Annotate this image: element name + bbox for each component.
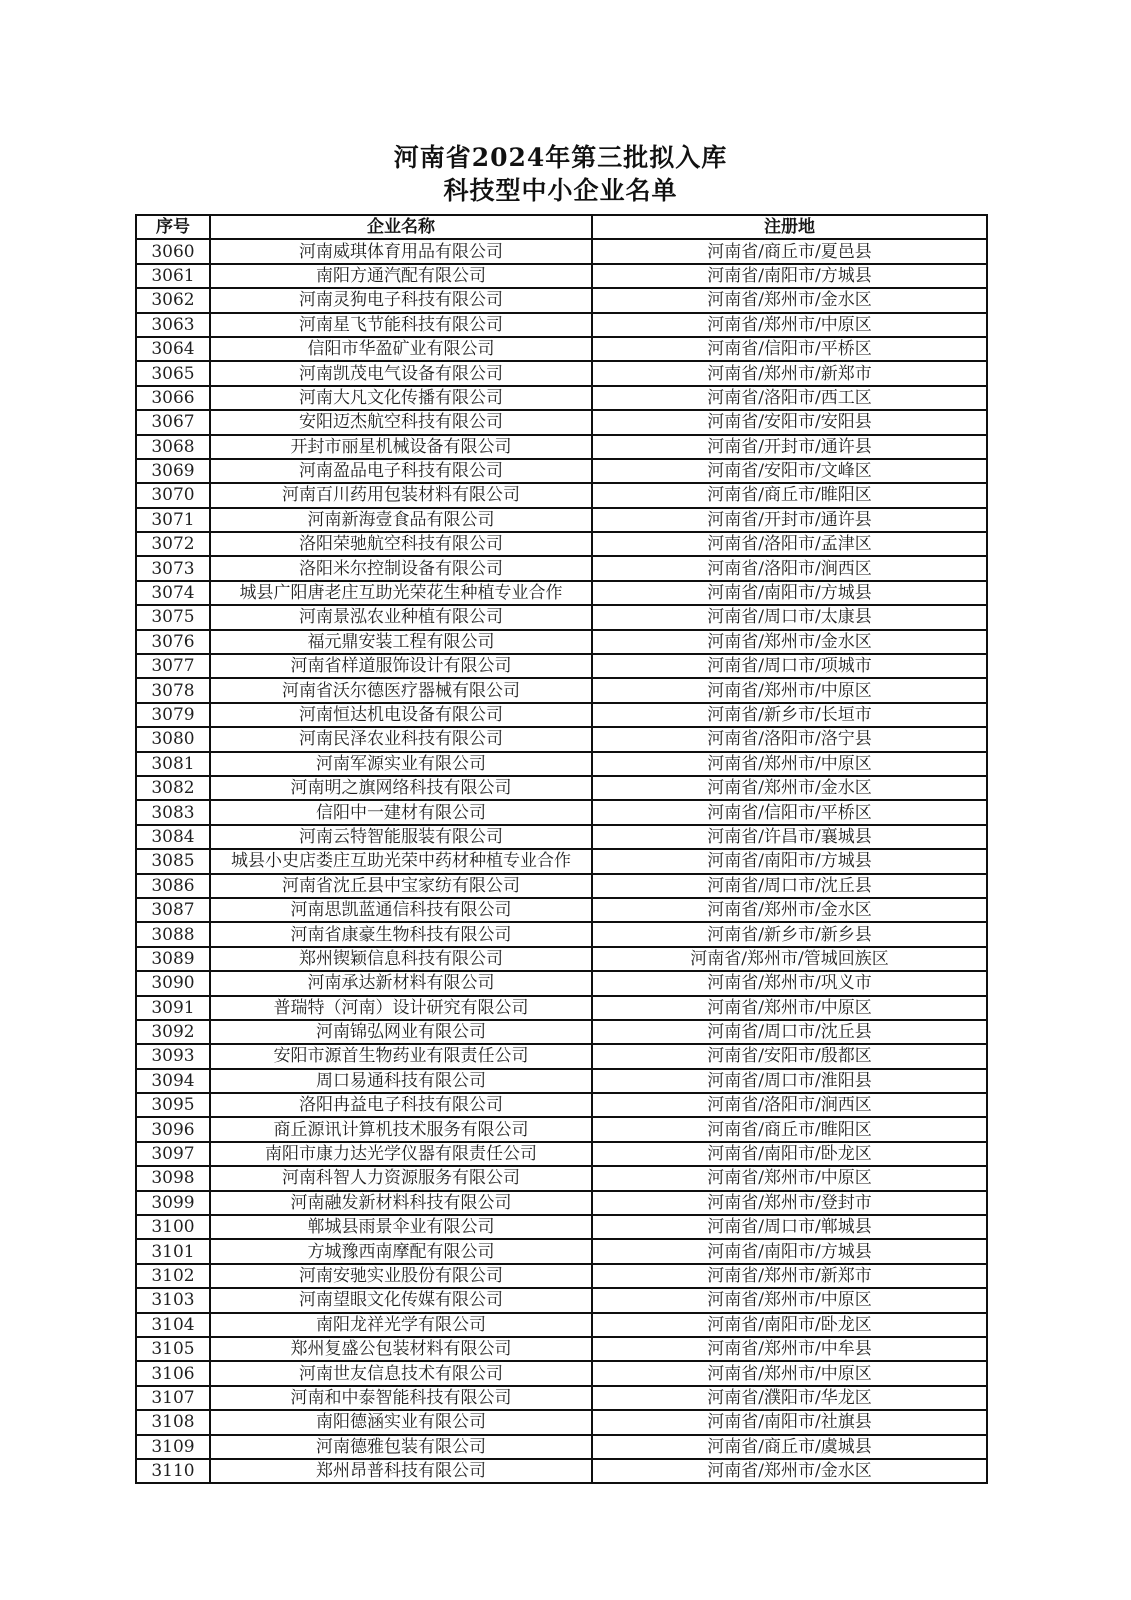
serial-cell: 3064 bbox=[136, 337, 210, 361]
company-name-cell: 城县广阳唐老庄互助光荣花生种植专业合作 bbox=[210, 581, 592, 605]
registration-cell: 河南省/安阳市/殷都区 bbox=[592, 1044, 987, 1068]
registration-cell: 河南省/周口市/淮阳县 bbox=[592, 1069, 987, 1093]
table-row bbox=[136, 752, 987, 776]
table-row bbox=[136, 971, 987, 995]
registration-cell: 河南省/郑州市/金水区 bbox=[592, 1459, 987, 1483]
company-name-cell: 周口易通科技有限公司 bbox=[210, 1069, 592, 1093]
registration-cell: 河南省/郑州市/中原区 bbox=[592, 752, 987, 776]
serial-cell: 3083 bbox=[136, 800, 210, 824]
company-name-cell: 河南科智人力资源服务有限公司 bbox=[210, 1166, 592, 1190]
serial-cell: 3065 bbox=[136, 361, 210, 385]
company-name-cell: 河南百川药用包装材料有限公司 bbox=[210, 483, 592, 507]
company-name-cell: 信阳市华盈矿业有限公司 bbox=[210, 337, 592, 361]
table-row bbox=[136, 239, 987, 263]
table-row bbox=[136, 947, 987, 971]
company-name-cell: 南阳方通汽配有限公司 bbox=[210, 264, 592, 288]
registration-cell: 河南省/郑州市/中原区 bbox=[592, 996, 987, 1020]
registration-cell: 河南省/郑州市/管城回族区 bbox=[592, 947, 987, 971]
serial-cell: 3068 bbox=[136, 435, 210, 459]
serial-cell: 3093 bbox=[136, 1044, 210, 1068]
table-row bbox=[136, 1069, 987, 1093]
serial-cell: 3085 bbox=[136, 849, 210, 873]
serial-cell: 3073 bbox=[136, 556, 210, 580]
serial-cell: 3100 bbox=[136, 1215, 210, 1239]
serial-cell: 3081 bbox=[136, 752, 210, 776]
table-row bbox=[136, 1459, 987, 1483]
registration-cell: 河南省/郑州市/中原区 bbox=[592, 313, 987, 337]
serial-cell: 3098 bbox=[136, 1166, 210, 1190]
table-row bbox=[136, 1361, 987, 1385]
company-name-cell: 南阳德涵实业有限公司 bbox=[210, 1410, 592, 1434]
company-name-cell: 信阳中一建材有限公司 bbox=[210, 800, 592, 824]
document-content bbox=[135, 0, 986, 1484]
table-row bbox=[136, 922, 987, 946]
header-serial: 序号 bbox=[136, 215, 210, 239]
table-row bbox=[136, 386, 987, 410]
table-row bbox=[136, 1239, 987, 1263]
serial-cell: 3105 bbox=[136, 1337, 210, 1361]
registration-cell: 河南省/周口市/项城市 bbox=[592, 654, 987, 678]
registration-cell: 河南省/周口市/郸城县 bbox=[592, 1215, 987, 1239]
registration-cell: 河南省/信阳市/平桥区 bbox=[592, 800, 987, 824]
table-row bbox=[136, 800, 987, 824]
registration-cell: 河南省/洛阳市/洛宁县 bbox=[592, 727, 987, 751]
registration-cell: 河南省/南阳市/方城县 bbox=[592, 1239, 987, 1263]
company-name-cell: 河南明之旗网络科技有限公司 bbox=[210, 776, 592, 800]
company-name-cell: 河南省沈丘县中宝家纺有限公司 bbox=[210, 874, 592, 898]
serial-cell: 3071 bbox=[136, 508, 210, 532]
registration-cell: 河南省/周口市/沈丘县 bbox=[592, 1020, 987, 1044]
table-row bbox=[136, 337, 987, 361]
table-row bbox=[136, 1044, 987, 1068]
company-name-cell: 河南锦弘网业有限公司 bbox=[210, 1020, 592, 1044]
table-row bbox=[136, 1191, 987, 1215]
registration-cell: 河南省/洛阳市/涧西区 bbox=[592, 556, 987, 580]
table-row bbox=[136, 1166, 987, 1190]
registration-cell: 河南省/郑州市/巩义市 bbox=[592, 971, 987, 995]
serial-cell: 3096 bbox=[136, 1117, 210, 1141]
serial-cell: 3090 bbox=[136, 971, 210, 995]
registration-cell: 河南省/南阳市/方城县 bbox=[592, 264, 987, 288]
table-row bbox=[136, 508, 987, 532]
serial-cell: 3108 bbox=[136, 1410, 210, 1434]
registration-cell: 河南省/商丘市/虞城县 bbox=[592, 1435, 987, 1459]
company-name-cell: 河南省康豪生物科技有限公司 bbox=[210, 922, 592, 946]
registration-cell: 河南省/许昌市/襄城县 bbox=[592, 825, 987, 849]
registration-cell: 河南省/南阳市/卧龙区 bbox=[592, 1142, 987, 1166]
page-title-line1: 河南省2024年第三批拟入库 bbox=[393, 143, 728, 172]
table-row bbox=[136, 1435, 987, 1459]
registration-cell: 河南省/商丘市/睢阳区 bbox=[592, 1117, 987, 1141]
serial-cell: 3095 bbox=[136, 1093, 210, 1117]
registration-cell: 河南省/商丘市/睢阳区 bbox=[592, 483, 987, 507]
company-name-cell: 河南军源实业有限公司 bbox=[210, 752, 592, 776]
table-row bbox=[136, 776, 987, 800]
serial-cell: 3075 bbox=[136, 605, 210, 629]
table-row bbox=[136, 1215, 987, 1239]
table-row bbox=[136, 1410, 987, 1434]
company-name-cell: 河南安驰实业股份有限公司 bbox=[210, 1264, 592, 1288]
table-row bbox=[136, 630, 987, 654]
table-row bbox=[136, 435, 987, 459]
registration-cell: 河南省/郑州市/中原区 bbox=[592, 1361, 987, 1385]
company-name-cell: 河南灵狗电子科技有限公司 bbox=[210, 288, 592, 312]
table-row bbox=[136, 1117, 987, 1141]
company-name-cell: 河南民泽农业科技有限公司 bbox=[210, 727, 592, 751]
registration-cell: 河南省/安阳市/文峰区 bbox=[592, 459, 987, 483]
company-name-cell: 河南望眼文化传媒有限公司 bbox=[210, 1288, 592, 1312]
registration-cell: 河南省/郑州市/中牟县 bbox=[592, 1337, 987, 1361]
table-row bbox=[136, 874, 987, 898]
serial-cell: 3088 bbox=[136, 922, 210, 946]
registration-cell: 河南省/南阳市/方城县 bbox=[592, 849, 987, 873]
serial-cell: 3060 bbox=[136, 239, 210, 263]
table-row bbox=[136, 1264, 987, 1288]
company-table bbox=[135, 214, 988, 1484]
serial-cell: 3063 bbox=[136, 313, 210, 337]
table-row bbox=[136, 288, 987, 312]
table-row bbox=[136, 996, 987, 1020]
table-header-row bbox=[136, 215, 987, 239]
company-name-cell: 普瑞特（河南）设计研究有限公司 bbox=[210, 996, 592, 1020]
table-row bbox=[136, 825, 987, 849]
serial-cell: 3061 bbox=[136, 264, 210, 288]
registration-cell: 河南省/濮阳市/华龙区 bbox=[592, 1386, 987, 1410]
header-registration: 注册地 bbox=[592, 215, 987, 239]
company-name-cell: 河南盈品电子科技有限公司 bbox=[210, 459, 592, 483]
table-row bbox=[136, 898, 987, 922]
table-row bbox=[136, 1386, 987, 1410]
serial-cell: 3069 bbox=[136, 459, 210, 483]
serial-cell: 3084 bbox=[136, 825, 210, 849]
registration-cell: 河南省/郑州市/登封市 bbox=[592, 1191, 987, 1215]
serial-cell: 3103 bbox=[136, 1288, 210, 1312]
registration-cell: 河南省/洛阳市/涧西区 bbox=[592, 1093, 987, 1117]
registration-cell: 河南省/周口市/沈丘县 bbox=[592, 874, 987, 898]
table-row bbox=[136, 605, 987, 629]
table-row bbox=[136, 556, 987, 580]
registration-cell: 河南省/郑州市/中原区 bbox=[592, 1288, 987, 1312]
company-name-cell: 河南星飞节能科技有限公司 bbox=[210, 313, 592, 337]
company-name-cell: 河南和中泰智能科技有限公司 bbox=[210, 1386, 592, 1410]
company-name-cell: 河南德雅包装有限公司 bbox=[210, 1435, 592, 1459]
table-row bbox=[136, 654, 987, 678]
serial-cell: 3099 bbox=[136, 1191, 210, 1215]
registration-cell: 河南省/郑州市/中原区 bbox=[592, 1166, 987, 1190]
company-name-cell: 河南省样道服饰设计有限公司 bbox=[210, 654, 592, 678]
registration-cell: 河南省/南阳市/方城县 bbox=[592, 581, 987, 605]
company-name-cell: 洛阳冉益电子科技有限公司 bbox=[210, 1093, 592, 1117]
serial-cell: 3078 bbox=[136, 678, 210, 702]
company-name-cell: 郑州复盛公包装材料有限公司 bbox=[210, 1337, 592, 1361]
serial-cell: 3079 bbox=[136, 703, 210, 727]
serial-cell: 3091 bbox=[136, 996, 210, 1020]
registration-cell: 河南省/郑州市/金水区 bbox=[592, 776, 987, 800]
serial-cell: 3086 bbox=[136, 874, 210, 898]
company-name-cell: 河南省沃尔德医疗器械有限公司 bbox=[210, 678, 592, 702]
registration-cell: 河南省/周口市/太康县 bbox=[592, 605, 987, 629]
serial-cell: 3067 bbox=[136, 410, 210, 434]
registration-cell: 河南省/南阳市/卧龙区 bbox=[592, 1313, 987, 1337]
serial-cell: 3092 bbox=[136, 1020, 210, 1044]
header-company-name: 企业名称 bbox=[210, 215, 592, 239]
page-title bbox=[135, 0, 986, 207]
serial-cell: 3076 bbox=[136, 630, 210, 654]
registration-cell: 河南省/开封市/通许县 bbox=[592, 508, 987, 532]
serial-cell: 3072 bbox=[136, 532, 210, 556]
table-row bbox=[136, 727, 987, 751]
serial-cell: 3106 bbox=[136, 1361, 210, 1385]
table-row bbox=[136, 532, 987, 556]
table-row bbox=[136, 483, 987, 507]
company-name-cell: 商丘源讯计算机技术服务有限公司 bbox=[210, 1117, 592, 1141]
serial-cell: 3101 bbox=[136, 1239, 210, 1263]
table-row bbox=[136, 1093, 987, 1117]
serial-cell: 3066 bbox=[136, 386, 210, 410]
table-row bbox=[136, 361, 987, 385]
serial-cell: 3110 bbox=[136, 1459, 210, 1483]
table-row bbox=[136, 1337, 987, 1361]
table-row bbox=[136, 1288, 987, 1312]
registration-cell: 河南省/郑州市/金水区 bbox=[592, 630, 987, 654]
table-row bbox=[136, 459, 987, 483]
registration-cell: 河南省/洛阳市/孟津区 bbox=[592, 532, 987, 556]
company-name-cell: 方城豫西南摩配有限公司 bbox=[210, 1239, 592, 1263]
registration-cell: 河南省/郑州市/金水区 bbox=[592, 288, 987, 312]
company-name-cell: 城县小史店娄庄互助光荣中药材种植专业合作 bbox=[210, 849, 592, 873]
table-row bbox=[136, 581, 987, 605]
company-name-cell: 郑州昂普科技有限公司 bbox=[210, 1459, 592, 1483]
serial-cell: 3097 bbox=[136, 1142, 210, 1166]
registration-cell: 河南省/郑州市/金水区 bbox=[592, 898, 987, 922]
table-row bbox=[136, 410, 987, 434]
table-row bbox=[136, 1020, 987, 1044]
registration-cell: 河南省/洛阳市/西工区 bbox=[592, 386, 987, 410]
table-body bbox=[136, 239, 987, 1483]
company-name-cell: 河南世友信息技术有限公司 bbox=[210, 1361, 592, 1385]
table-row bbox=[136, 678, 987, 702]
serial-cell: 3087 bbox=[136, 898, 210, 922]
table-row bbox=[136, 1142, 987, 1166]
company-name-cell: 安阳市源首生物药业有限责任公司 bbox=[210, 1044, 592, 1068]
company-name-cell: 河南景泓农业种植有限公司 bbox=[210, 605, 592, 629]
serial-cell: 3074 bbox=[136, 581, 210, 605]
serial-cell: 3089 bbox=[136, 947, 210, 971]
company-name-cell: 河南新海壹食品有限公司 bbox=[210, 508, 592, 532]
company-name-cell: 河南思凯蓝通信科技有限公司 bbox=[210, 898, 592, 922]
registration-cell: 河南省/郑州市/中原区 bbox=[592, 678, 987, 702]
registration-cell: 河南省/信阳市/平桥区 bbox=[592, 337, 987, 361]
registration-cell: 河南省/安阳市/安阳县 bbox=[592, 410, 987, 434]
company-name-cell: 郸城县雨景伞业有限公司 bbox=[210, 1215, 592, 1239]
serial-cell: 3107 bbox=[136, 1386, 210, 1410]
registration-cell: 河南省/开封市/通许县 bbox=[592, 435, 987, 459]
company-name-cell: 福元鼎安装工程有限公司 bbox=[210, 630, 592, 654]
company-name-cell: 南阳龙祥光学有限公司 bbox=[210, 1313, 592, 1337]
serial-cell: 3102 bbox=[136, 1264, 210, 1288]
page-title-line2: 科技型中小企业名单 bbox=[443, 176, 678, 205]
company-name-cell: 河南恒达机电设备有限公司 bbox=[210, 703, 592, 727]
company-name-cell: 河南大凡文化传播有限公司 bbox=[210, 386, 592, 410]
serial-cell: 3062 bbox=[136, 288, 210, 312]
company-name-cell: 洛阳荣驰航空科技有限公司 bbox=[210, 532, 592, 556]
registration-cell: 河南省/郑州市/新郑市 bbox=[592, 361, 987, 385]
company-name-cell: 河南融发新材料科技有限公司 bbox=[210, 1191, 592, 1215]
company-name-cell: 南阳市康力达光学仪器有限责任公司 bbox=[210, 1142, 592, 1166]
registration-cell: 河南省/新乡市/新乡县 bbox=[592, 922, 987, 946]
registration-cell: 河南省/郑州市/新郑市 bbox=[592, 1264, 987, 1288]
company-name-cell: 安阳迈杰航空科技有限公司 bbox=[210, 410, 592, 434]
table-row bbox=[136, 313, 987, 337]
company-name-cell: 河南承达新材料有限公司 bbox=[210, 971, 592, 995]
table-row bbox=[136, 1313, 987, 1337]
company-name-cell: 河南云特智能服装有限公司 bbox=[210, 825, 592, 849]
serial-cell: 3109 bbox=[136, 1435, 210, 1459]
table-row bbox=[136, 703, 987, 727]
company-name-cell: 河南凯茂电气设备有限公司 bbox=[210, 361, 592, 385]
registration-cell: 河南省/新乡市/长垣市 bbox=[592, 703, 987, 727]
serial-cell: 3082 bbox=[136, 776, 210, 800]
serial-cell: 3077 bbox=[136, 654, 210, 678]
serial-cell: 3104 bbox=[136, 1313, 210, 1337]
registration-cell: 河南省/商丘市/夏邑县 bbox=[592, 239, 987, 263]
serial-cell: 3070 bbox=[136, 483, 210, 507]
company-name-cell: 开封市丽星机械设备有限公司 bbox=[210, 435, 592, 459]
table-row bbox=[136, 264, 987, 288]
company-name-cell: 洛阳米尔控制设备有限公司 bbox=[210, 556, 592, 580]
serial-cell: 3080 bbox=[136, 727, 210, 751]
serial-cell: 3094 bbox=[136, 1069, 210, 1093]
registration-cell: 河南省/南阳市/社旗县 bbox=[592, 1410, 987, 1434]
table-row bbox=[136, 849, 987, 873]
company-name-cell: 河南威琪体育用品有限公司 bbox=[210, 239, 592, 263]
company-name-cell: 郑州锲颖信息科技有限公司 bbox=[210, 947, 592, 971]
